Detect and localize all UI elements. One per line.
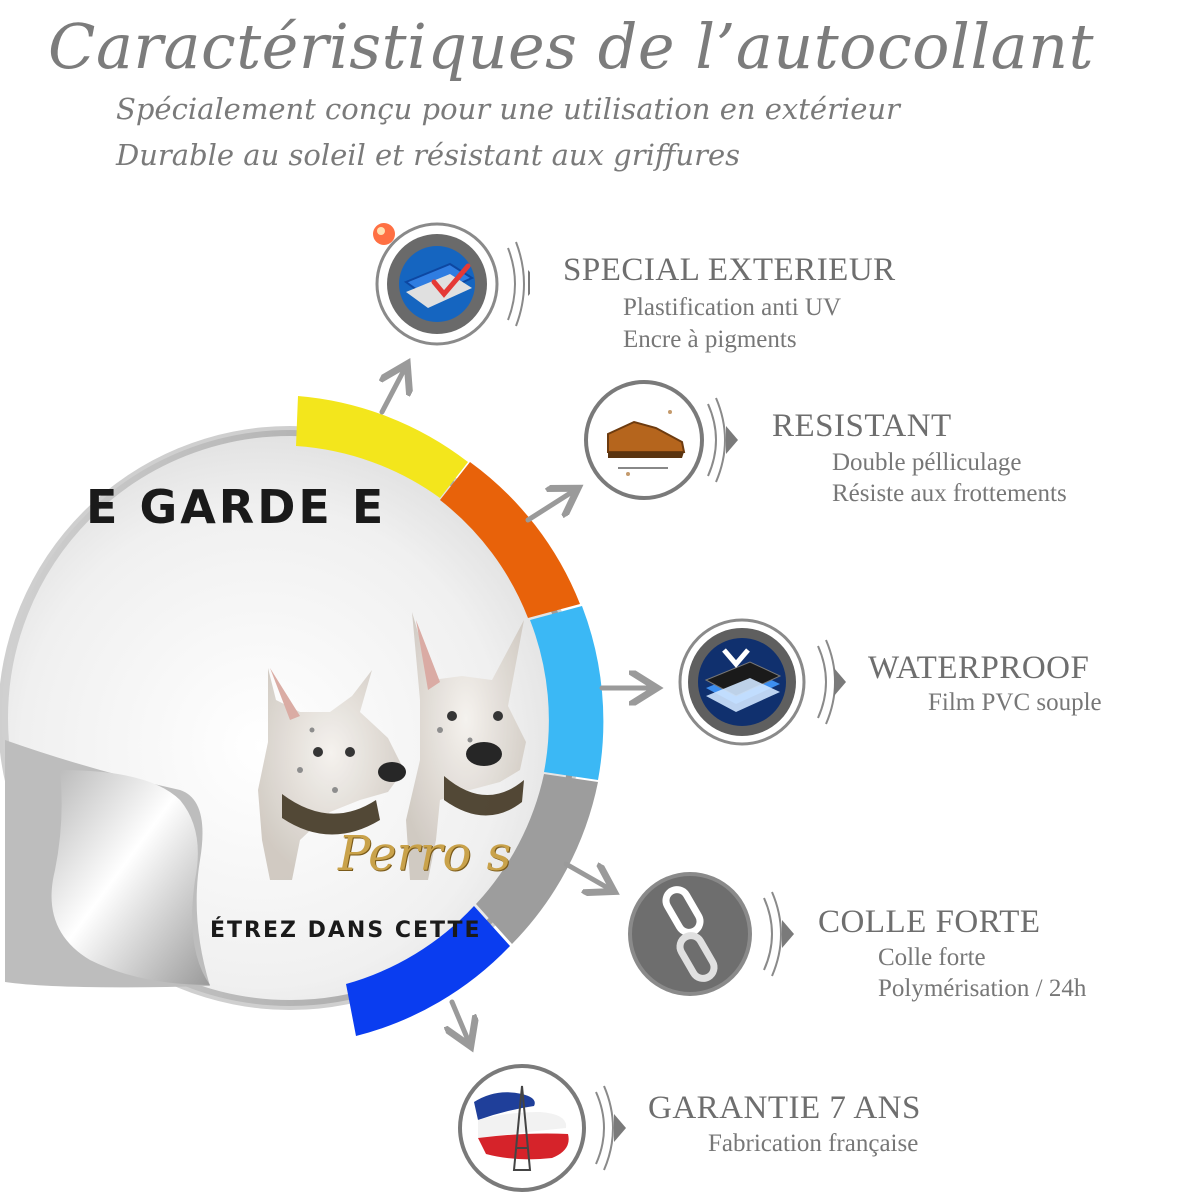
feature-line: Colle forte	[878, 944, 986, 971]
chain-link-icon	[622, 868, 802, 1008]
feature-special-exterieur	[360, 212, 920, 362]
subtitle-line-1: Spécialement conçu pour une utilisation en extérieur	[116, 92, 900, 126]
feature-line: Film PVC souple	[928, 689, 1102, 716]
feature-title: GARANTIE 7 ANS	[648, 1090, 921, 1126]
feature-waterproof	[672, 610, 1152, 760]
sticker-text-bottom: ÉTREZ DANS CETTE	[210, 918, 482, 943]
feature-line: Encre à pigments	[623, 326, 797, 353]
feature-title: SPECIAL EXTERIEUR	[563, 252, 896, 288]
feature-colle-forte	[622, 868, 1162, 1018]
feature-line: Plastification anti UV	[623, 294, 842, 321]
waterproof-layers-icon	[672, 610, 852, 760]
feature-line: Fabrication française	[708, 1130, 919, 1157]
french-flag-eiffel-icon	[456, 1058, 636, 1198]
sticker-script-text: Perro s	[338, 826, 512, 882]
feature-line: Polymérisation / 24h	[878, 975, 1087, 1002]
uv-protection-icon	[360, 212, 530, 362]
feature-line: Résiste aux frottements	[832, 480, 1067, 507]
sticker-text-top: E GARDE E	[86, 480, 387, 534]
feature-resistant	[578, 378, 1138, 518]
subtitle-line-2: Durable au soleil et résistant aux griffures	[116, 138, 740, 172]
feature-title: COLLE FORTE	[818, 904, 1041, 940]
feature-title: RESISTANT	[772, 408, 952, 444]
page-title: Caractéristiques de l’autocollant	[48, 10, 1094, 83]
feature-title: WATERPROOF	[868, 650, 1090, 686]
feature-garantie	[456, 1058, 996, 1198]
shoe-icon	[578, 378, 758, 508]
feature-line: Double pélliculage	[832, 449, 1022, 476]
